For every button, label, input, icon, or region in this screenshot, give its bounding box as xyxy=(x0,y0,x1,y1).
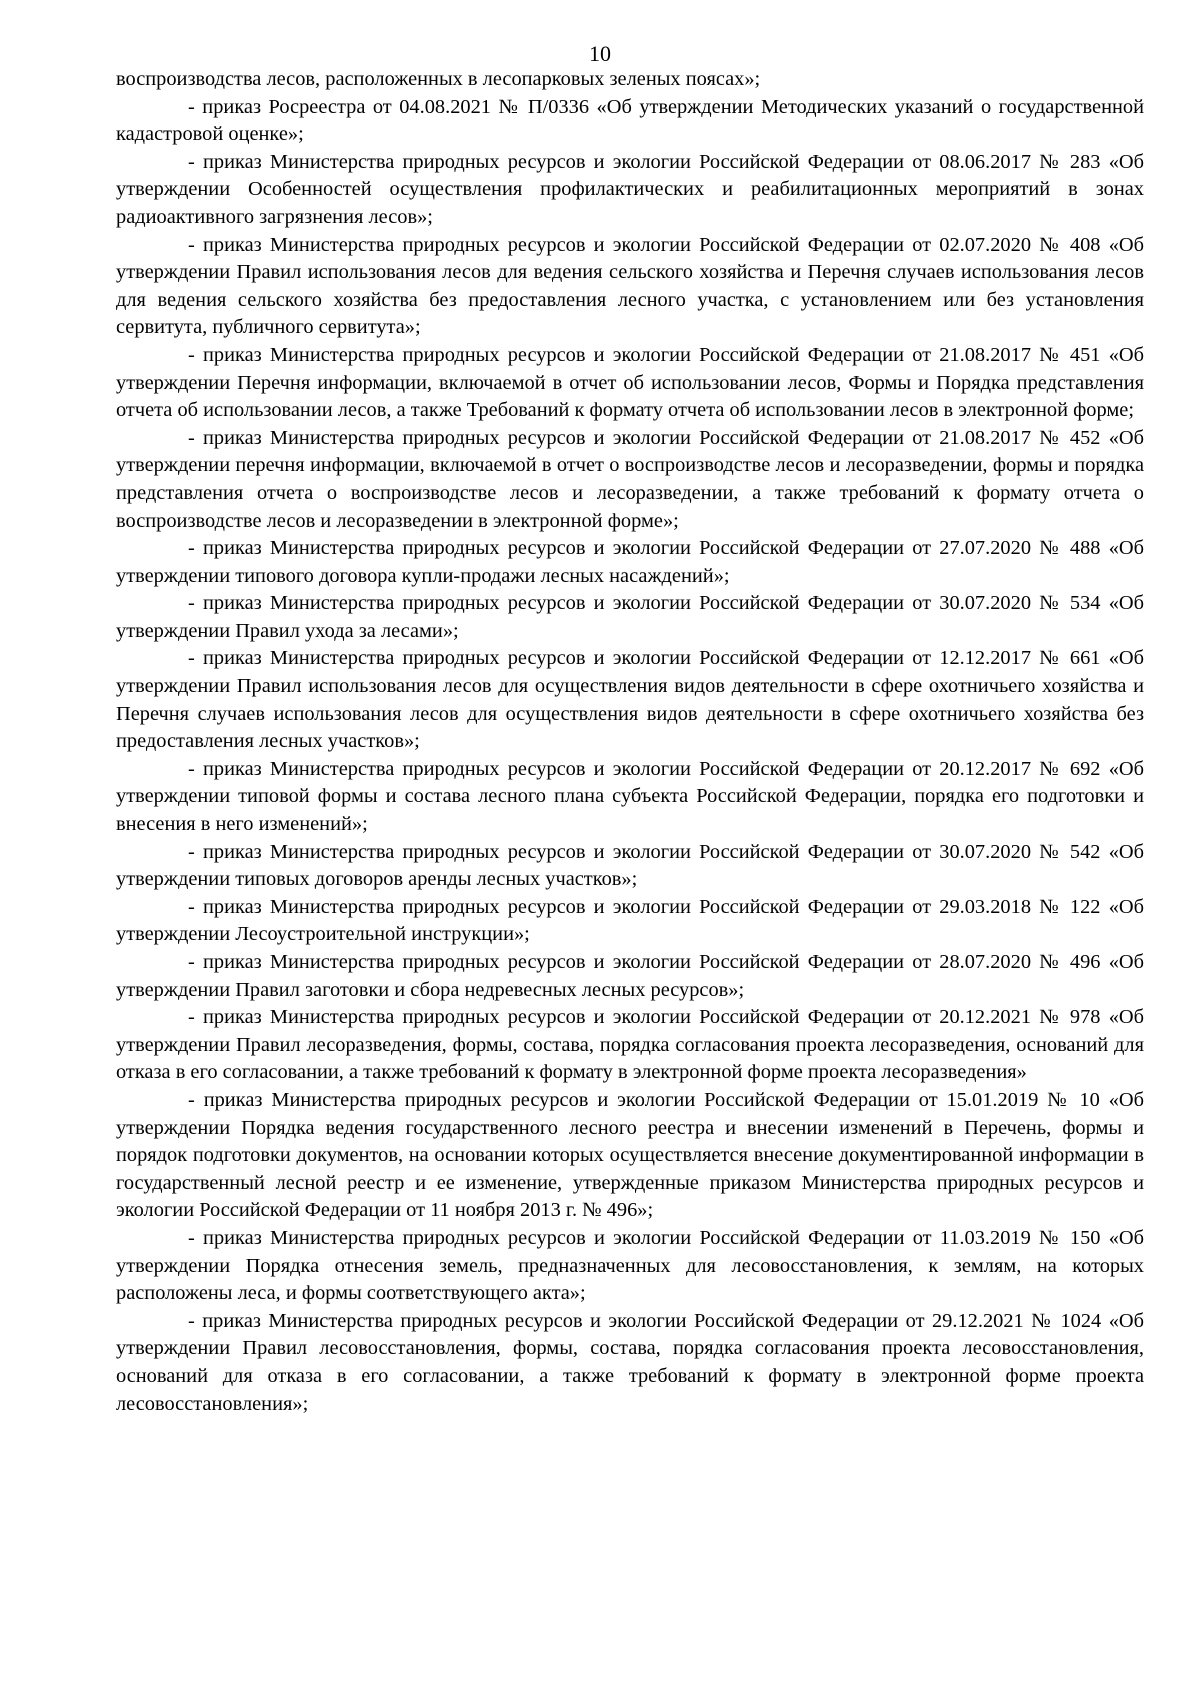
list-item-order-122: - приказ Министерства природных ресурсов и экологии Российской Федерации от 29.03.2018 № 122 «Об утверждении Лесоустроительной инструкции»; xyxy=(116,895,1144,946)
list-item-order-rosreestr: - приказ Росреестра от 04.08.2021 № П/0336 «Об утверждении Методических указаний о государственной кадастровой оценке»; xyxy=(116,95,1144,146)
list-item-order-1024: - приказ Министерства природных ресурсов и экологии Российской Федерации от 29.12.2021 № 1024 «Об утверждении Правил лесовосстановления, формы, состава, порядка согласования проекта лесовосстановления, оснований для отказа в его согласовании, а также требований к формату в электронной форме проекта лесовосстановления»; xyxy=(116,1309,1144,1415)
list-item-order-534: - приказ Министерства природных ресурсов и экологии Российской Федерации от 30.07.2020 № 534 «Об утверждении Правил ухода за лесами»; xyxy=(116,592,1144,642)
list-item-order-10: - приказ Министерства природных ресурсов и экологии Российской Федерации от 15.01.2019 № 10 «Об утверждении Порядка ведения государственного лесного реестра и внесении изменений в Перечень, формы и порядок подготовки документов, на основании которых осуществляется внесение документированной информации в государственный лесной реестр и ее изменение, утвержденные приказом Министерства природных ресурсов и экологии Российской Федерации от 11 ноября 2013 г. № 496»; xyxy=(116,1088,1144,1222)
list-item-order-496: - приказ Министерства природных ресурсов и экологии Российской Федерации от 28.07.2020 № 496 «Об утверждении Правил заготовки и сбора недревесных лесных ресурсов»; xyxy=(116,951,1144,1001)
list-item-order-661: - приказ Министерства природных ресурсов и экологии Российской Федерации от 12.12.2017 № 661 «Об утверждении Правил использования лесов для осуществления видов деятельности в сфере охотничьего хозяйства и Перечня случаев использования лесов для осуществления видов деятельности в сфере охотничьего хозяйства без предоставления лесных участков»; xyxy=(116,647,1144,753)
paragraph-continuation: воспроизводства лесов, расположенных в лесопарковых зеленых поясах»; xyxy=(116,68,761,90)
list-item-order-408: - приказ Министерства природных ресурсов и экологии Российской Федерации от 02.07.2020 № 408 «Об утверждении Правил использования лесов для ведения сельского хозяйства и Перечня случаев использования лесов для ведения сельского хозяйства без предоставления лесного участка, с установлением или без установления сервитута, публичного сервитута»; xyxy=(116,233,1144,339)
list-item-order-488: - приказ Министерства природных ресурсов и экологии Российской Федерации от 27.07.2020 № 488 «Об утверждении типового договора купли-продажи лесных насаждений»; xyxy=(116,537,1144,587)
list-item-order-283: - приказ Министерства природных ресурсов и экологии Российской Федерации от 08.06.2017 № 283 «Об утверждении Особенностей осуществления профилактических и реабилитационных мероприятий в зонах радиоактивного загрязнения лесов»; xyxy=(116,150,1144,228)
list-item-order-542: - приказ Министерства природных ресурсов и экологии Российской Федерации от 30.07.2020 № 542 «Об утверждении типовых договоров аренды лесных участков»; xyxy=(116,840,1144,891)
list-item-order-692: - приказ Министерства природных ресурсов и экологии Российской Федерации от 20.12.2017 № 692 «Об утверждении типовой формы и состава лесного плана субъекта Российской Федерации, порядка его подготовки и внесения в него изменений»; xyxy=(116,757,1144,836)
list-item-order-452: - приказ Министерства природных ресурсов и экологии Российской Федерации от 21.08.2017 № 452 «Об утверждении перечня информации, включаемой в отчет о воспроизводстве лесов и лесоразведении, формы и порядка представления отчета о воспроизводстве лесов и лесоразведении, а также требований к формату отчета о воспроизводстве лесов и лесоразведении в электронной форме»; xyxy=(116,426,1144,532)
page-number: 10 xyxy=(589,41,611,66)
document-body xyxy=(116,66,1144,1418)
list-item-order-978: - приказ Министерства природных ресурсов и экологии Российской Федерации от 20.12.2021 № 978 «Об утверждении Правил лесоразведения, формы, состава, порядка согласования проекта лесоразведения, оснований для отказа в его согласовании, а также требований к формату в электронной форме проекта лесоразведения» xyxy=(116,1006,1144,1084)
list-item-order-150: - приказ Министерства природных ресурсов и экологии Российской Федерации от 11.03.2019 № 150 «Об утверждении Порядка отнесения земель, предназначенных для лесовосстановления, к землям, на которых расположены леса, и формы соответствующего акта»; xyxy=(116,1226,1144,1305)
list-item-order-451: - приказ Министерства природных ресурсов и экологии Российской Федерации от 21.08.2017 № 451 «Об утверждении Перечня информации, включаемой в отчет об использовании лесов, Формы и Порядка представления отчета об использовании лесов, а также Требований к формату отчета об использовании лесов в электронной форме; xyxy=(116,343,1144,422)
